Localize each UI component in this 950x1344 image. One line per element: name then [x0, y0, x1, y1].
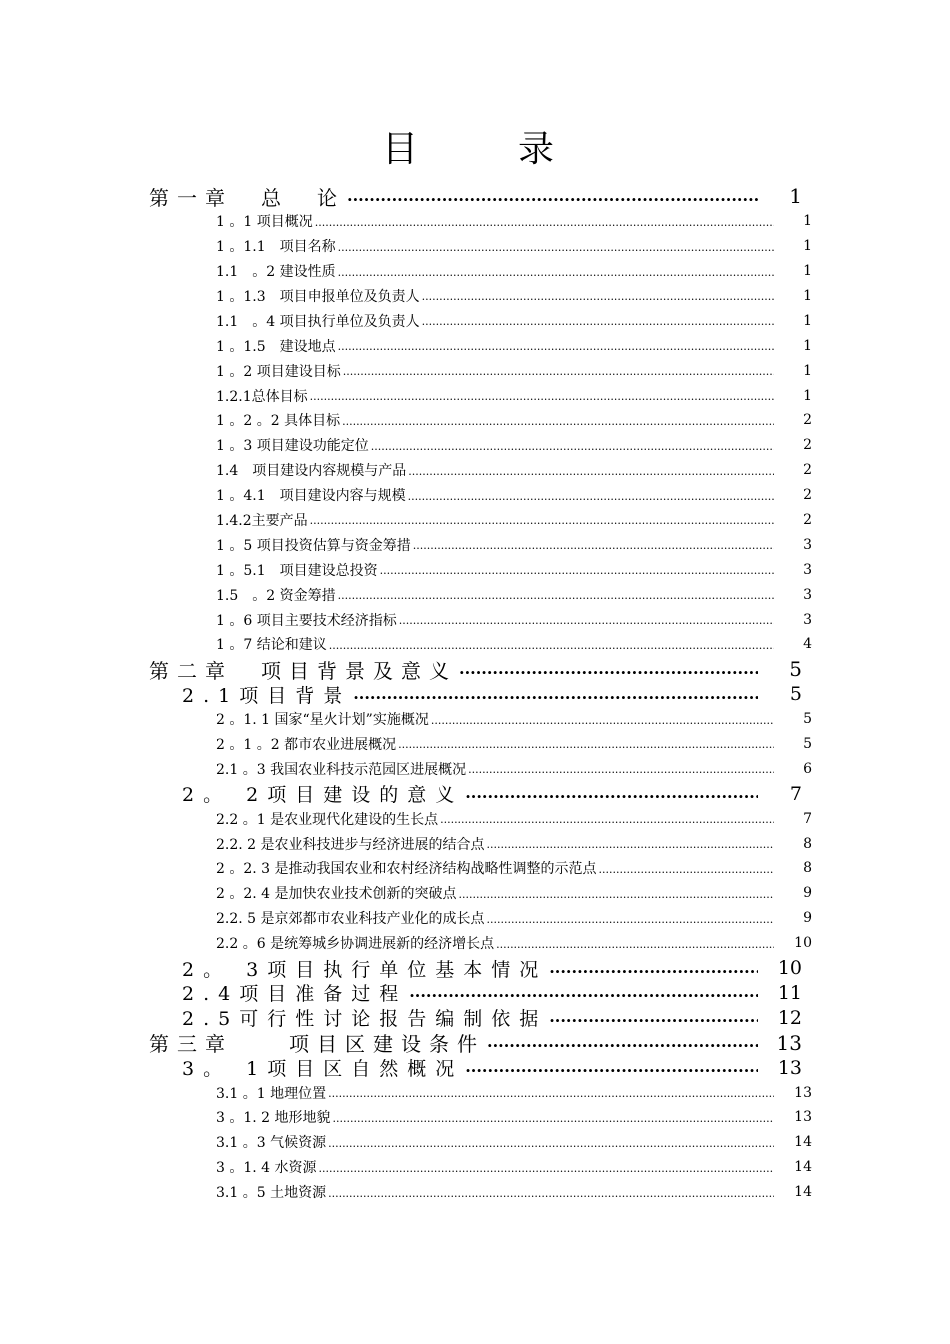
toc-entry-label: 第一章 总 论 — [149, 185, 345, 210]
toc-entry[interactable] — [0, 358, 950, 383]
toc-entry[interactable] — [0, 956, 950, 981]
toc-leader-dots — [338, 589, 774, 602]
toc-entry[interactable] — [0, 234, 950, 259]
toc-entry-page-number: 1 — [789, 184, 802, 209]
toc-entry-page-number: 2 — [803, 437, 812, 454]
toc-leader-dots — [468, 763, 774, 776]
toc-entry[interactable] — [0, 308, 950, 333]
toc-leader-dots — [319, 1162, 774, 1175]
toc-entry[interactable] — [0, 1055, 950, 1080]
toc-entry-page-number: 7 — [789, 782, 802, 805]
toc-entry[interactable] — [0, 657, 950, 682]
toc-entry[interactable] — [0, 931, 950, 956]
toc-entry-label: 2 。1. 1 国家“星火计划”实施概况 — [216, 712, 429, 729]
toc-entry-page-number: 14 — [794, 1159, 812, 1176]
toc-entry[interactable] — [0, 209, 950, 234]
toc-entry-label: 1 。1.1 项目名称 — [216, 239, 336, 256]
toc-entry-label: 1 。2 项目建设目标 — [216, 363, 341, 380]
toc-entry[interactable] — [0, 906, 950, 931]
toc-entry-page-number: 3 — [803, 561, 812, 578]
toc-entry-label: 第三章 项目区建设条件 — [149, 1032, 485, 1057]
toc-entry[interactable] — [0, 632, 950, 657]
toc-entry-page-number: 12 — [777, 1006, 802, 1029]
toc-entry-page-number: 13 — [776, 1030, 802, 1055]
toc-leader-dots — [422, 315, 774, 328]
toc-entry-page-number: 5 — [803, 736, 812, 753]
toc-leader-dots — [409, 982, 758, 1001]
page-title: 目录 — [381, 129, 654, 170]
toc-leader-dots — [398, 738, 774, 751]
toc-entry-page-number: 11 — [777, 981, 802, 1004]
toc-entry-page-number: 1 — [803, 263, 812, 280]
toc-entry-page-number: 2 — [803, 512, 812, 529]
toc-entry-label: 1 。3 项目建设功能定位 — [216, 438, 369, 455]
toc-entry-page-number: 1 — [803, 213, 812, 230]
toc-entry-label: 2.1项目背景 — [182, 684, 352, 707]
toc-leader-dots — [310, 390, 774, 403]
toc-entry-page-number: 13 — [794, 1084, 812, 1101]
toc-entry[interactable] — [0, 856, 950, 881]
toc-entry[interactable] — [0, 532, 950, 557]
toc-entry-label: 2.4项目准备过程 — [182, 983, 408, 1006]
toc-leader-dots — [465, 783, 758, 802]
toc-entry-label: 1 。5.1 项目建设总投资 — [216, 562, 378, 579]
toc-leader-dots — [347, 186, 758, 205]
toc-leader-dots — [487, 913, 774, 926]
toc-leader-dots — [496, 938, 774, 951]
toc-entry-page-number: 9 — [803, 885, 812, 902]
toc-entry[interactable] — [0, 259, 950, 284]
toc-entry[interactable] — [0, 557, 950, 582]
toc-entry-page-number: 1 — [803, 387, 812, 404]
toc-entry-label: 1 。2 。2 具体目标 — [216, 413, 341, 430]
toc-entry-label: 1.2.1总体目标 — [216, 388, 308, 405]
toc-entry[interactable] — [0, 184, 950, 209]
toc-leader-dots — [487, 838, 774, 851]
toc-entry[interactable] — [0, 607, 950, 632]
toc-entry-label: 1.4 项目建设内容规模与产品 — [216, 463, 407, 480]
toc-entry-label: 1 。6 项目主要技术经济指标 — [216, 612, 397, 629]
toc-leader-dots — [343, 365, 774, 378]
toc-entry-page-number: 9 — [803, 910, 812, 927]
toc-leader-dots — [328, 1087, 774, 1100]
toc-leader-dots — [338, 241, 774, 254]
toc-leader-dots — [328, 1137, 774, 1150]
toc-entry[interactable] — [0, 483, 950, 508]
toc-entry[interactable] — [0, 831, 950, 856]
toc-entry-label: 2.2. 5 是京郊都市农业科技产业化的成长点 — [216, 911, 485, 928]
toc-entry[interactable] — [0, 682, 950, 707]
toc-leader-dots — [408, 465, 774, 478]
toc-entry-label: 3。 1项目区自然概况 — [182, 1058, 464, 1081]
toc-leader-dots — [310, 514, 774, 527]
toc-entry-page-number: 2 — [803, 412, 812, 429]
toc-entry[interactable] — [0, 881, 950, 906]
toc-leader-dots — [440, 813, 774, 826]
toc-leader-dots — [459, 888, 774, 901]
toc-entry-page-number: 10 — [794, 935, 812, 952]
toc-entry-label: 1 。1 项目概况 — [216, 214, 313, 231]
toc-entry[interactable] — [0, 1080, 950, 1105]
toc-entry-label: 1 。1.5 建设地点 — [216, 338, 336, 355]
toc-entry-page-number: 4 — [803, 636, 812, 653]
toc-entry-label: 2 。2. 3 是推动我国农业和农村经济结构战略性调整的示范点 — [216, 861, 597, 878]
toc-entry-label: 2 。2. 4 是加快农业技术创新的突破点 — [216, 886, 457, 903]
table-of-contents — [0, 184, 950, 1205]
toc-entry-page-number: 10 — [777, 957, 802, 980]
toc-entry-label: 2 。1 。2 都市农业进展概况 — [216, 737, 397, 754]
toc-entry-label: 1 。7 结论和建议 — [216, 637, 327, 654]
toc-entry[interactable] — [0, 1030, 950, 1055]
toc-entry[interactable] — [0, 408, 950, 433]
toc-entry[interactable] — [0, 383, 950, 408]
toc-entry-page-number: 2 — [803, 487, 812, 504]
toc-entry[interactable] — [0, 1130, 950, 1155]
toc-entry-page-number: 3 — [803, 586, 812, 603]
toc-leader-dots — [413, 539, 774, 552]
toc-entry-label: 1 。1.3 项目申报单位及负责人 — [216, 289, 420, 305]
toc-leader-dots — [399, 614, 774, 627]
toc-leader-dots — [549, 958, 758, 977]
toc-entry-page-number: 1 — [803, 362, 812, 379]
toc-leader-dots — [599, 863, 774, 876]
toc-leader-dots — [422, 290, 774, 303]
toc-entry-page-number: 7 — [803, 810, 812, 827]
toc-leader-dots — [465, 1057, 758, 1076]
toc-entry[interactable] — [0, 458, 950, 483]
toc-entry[interactable] — [0, 806, 950, 831]
toc-leader-dots — [329, 639, 774, 652]
toc-leader-dots — [380, 564, 774, 577]
toc-entry[interactable] — [0, 284, 950, 309]
toc-entry-label: 2.2. 2 是农业科技进步与经济进展的结合点 — [216, 836, 485, 853]
toc-entry-label: 1.1 。2 建设性质 — [216, 264, 336, 281]
toc-entry-page-number: 13 — [794, 1109, 812, 1126]
toc-entry-page-number: 1 — [803, 238, 812, 255]
toc-leader-dots — [353, 684, 758, 703]
toc-entry-label: 3 。1. 2 地形地貌 — [216, 1110, 331, 1127]
toc-entry-page-number: 2 — [803, 462, 812, 479]
toc-leader-dots — [408, 490, 774, 503]
toc-entry-page-number: 8 — [803, 835, 812, 852]
toc-entry-label: 第二章 项目背景及意义 — [149, 658, 457, 683]
toc-entry-page-number: 14 — [794, 1134, 812, 1151]
toc-entry-label: 1 。4.1 项目建设内容与规模 — [216, 488, 406, 505]
toc-entry-page-number: 3 — [803, 611, 812, 628]
toc-leader-dots — [549, 1007, 758, 1026]
toc-entry-page-number: 1 — [803, 288, 812, 304]
toc-entry[interactable] — [0, 1155, 950, 1180]
toc-entry-label: 1.4.2主要产品 — [216, 513, 308, 530]
toc-entry-label: 1 。5 项目投资估算与资金筹措 — [216, 537, 411, 554]
toc-entry[interactable] — [0, 756, 950, 781]
toc-entry[interactable] — [0, 433, 950, 458]
toc-entry[interactable] — [0, 732, 950, 757]
toc-entry[interactable] — [0, 333, 950, 358]
toc-entry-page-number: 8 — [803, 860, 812, 877]
toc-entry[interactable] — [0, 1005, 950, 1030]
toc-entry-page-number: 5 — [803, 711, 812, 728]
toc-entry-page-number: 13 — [777, 1056, 802, 1079]
toc-entry-label: 2.2 。6 是统筹城乡协调进展新的经济增长点 — [216, 936, 495, 953]
toc-entry-label: 1.1 。4 项目执行单位及负责人 — [216, 313, 420, 330]
toc-leader-dots — [371, 440, 774, 453]
toc-entry-page-number: 14 — [794, 1184, 812, 1201]
toc-leader-dots — [328, 1187, 774, 1200]
toc-entry-label: 2.5可行性讨论报告编制依据 — [182, 1008, 548, 1031]
toc-entry-label: 3.1 。3 气候资源 — [216, 1135, 327, 1152]
toc-entry[interactable] — [0, 781, 950, 806]
toc-leader-dots — [459, 659, 758, 678]
toc-entry-label: 2.1 。3 我国农业科技示范园区进展概况 — [216, 761, 467, 778]
toc-leader-dots — [487, 1032, 758, 1051]
toc-leader-dots — [342, 415, 774, 428]
toc-entry-page-number: 6 — [803, 760, 812, 777]
toc-entry-label: 2。 2项目建设的意义 — [182, 784, 464, 807]
toc-entry-page-number: 1 — [803, 337, 812, 354]
toc-entry[interactable] — [0, 707, 950, 732]
toc-leader-dots — [338, 340, 774, 353]
toc-entry-page-number: 5 — [789, 683, 802, 706]
toc-entry[interactable] — [0, 1180, 950, 1205]
toc-entry-page-number: 5 — [789, 657, 802, 682]
toc-entry-label: 2。 3项目执行单位基本情况 — [182, 958, 548, 981]
toc-entry[interactable] — [0, 582, 950, 607]
toc-entry-page-number: 3 — [803, 536, 812, 553]
toc-leader-dots — [333, 1112, 774, 1125]
toc-entry[interactable] — [0, 508, 950, 533]
toc-entry-label: 3.1 。5 土地资源 — [216, 1185, 327, 1202]
toc-leader-dots — [431, 714, 774, 727]
toc-leader-dots — [338, 266, 774, 279]
toc-leader-dots — [315, 216, 774, 229]
toc-entry-label: 2.2 。1 是农业现代化建设的生长点 — [216, 811, 439, 828]
toc-entry-label: 1.5 。2 资金筹措 — [216, 587, 336, 604]
toc-entry-label: 3 。1. 4 水资源 — [216, 1160, 317, 1177]
toc-entry-label: 3.1 。1 地理位置 — [216, 1085, 327, 1102]
toc-entry[interactable] — [0, 1105, 950, 1130]
toc-entry-page-number: 1 — [803, 312, 812, 329]
toc-entry[interactable] — [0, 981, 950, 1006]
